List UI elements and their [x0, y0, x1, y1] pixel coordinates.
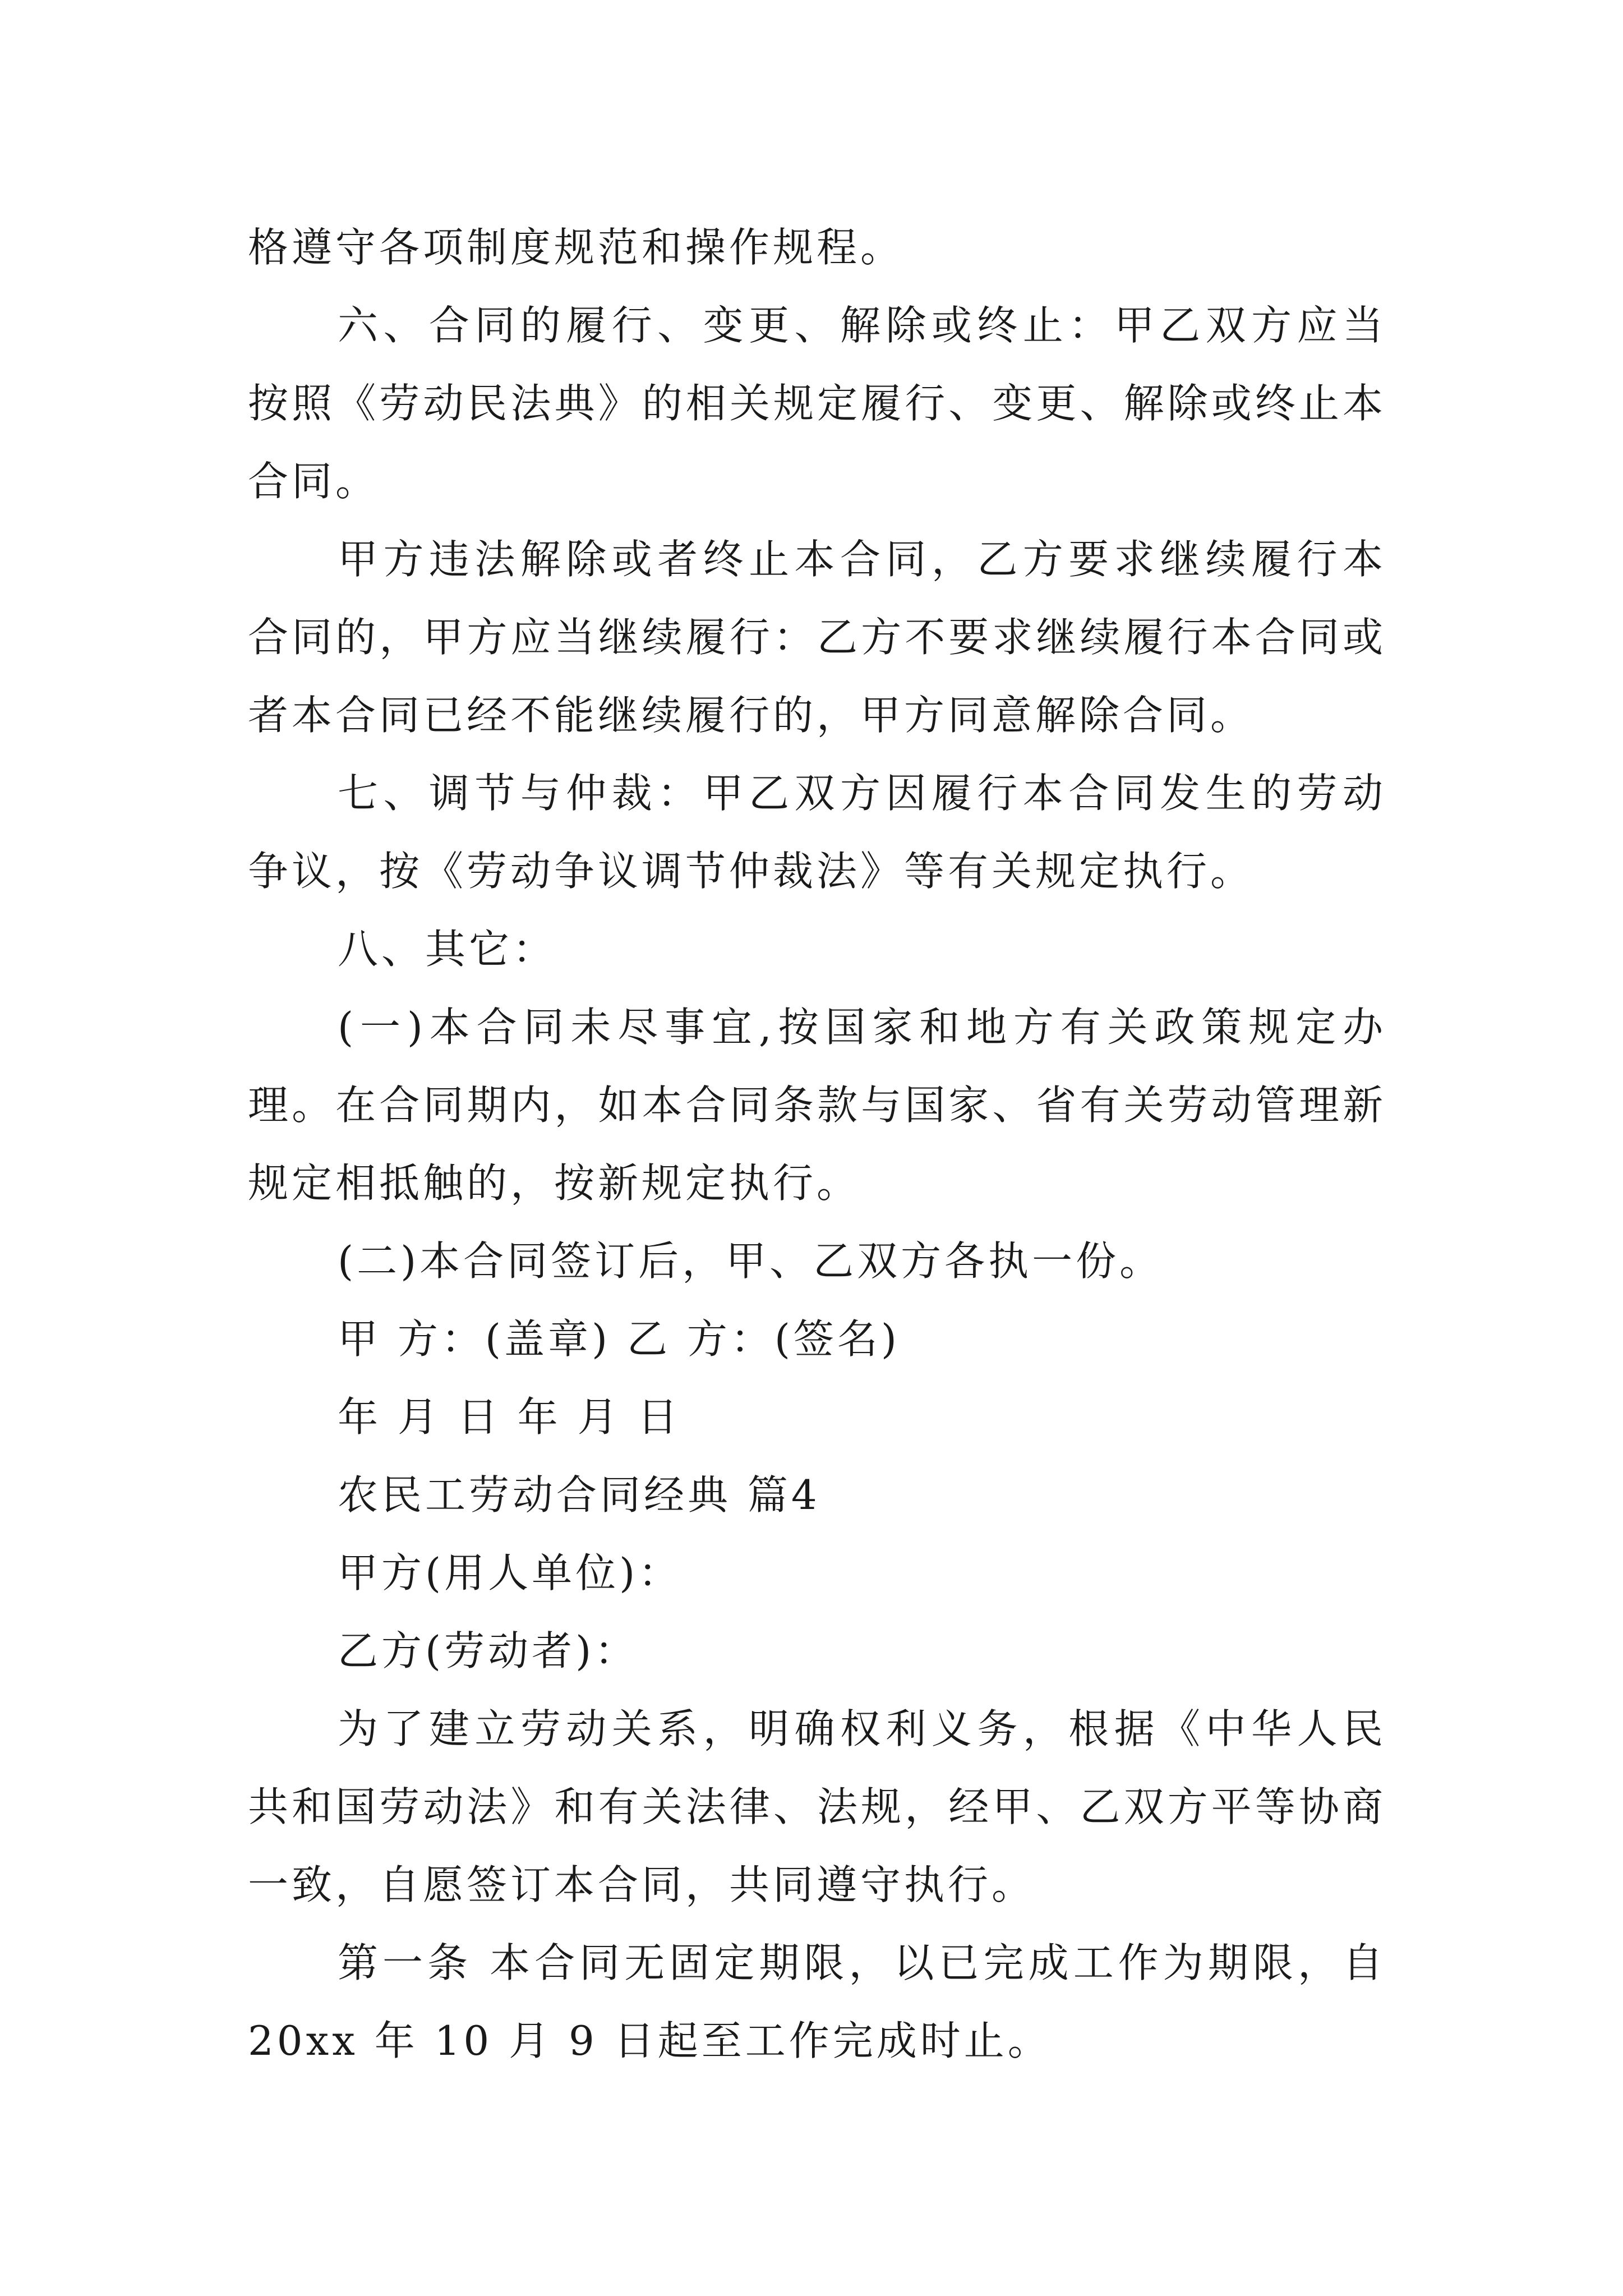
document-body [248, 209, 1386, 2080]
paragraph-7: (二)本合同签订后，甲、乙双方各执一份。 [338, 1237, 1164, 1285]
party-a-line: 甲方(用人单位)： [338, 1549, 683, 1596]
paragraph-4: 七、调节与仲裁：甲乙双方因履行本合同发生的劳动争议，按《劳动争议调节仲裁法》等有关规定执行。 [248, 770, 1386, 895]
section-heading: 农民工劳动合同经典 篇4 [338, 1471, 820, 1519]
paragraph-13: 为了建立劳动关系，明确权利义务，根据《中华人民共和国劳动法》和有关法律、法规，经甲、乙双方平等协商一致，自愿签订本合同，共同遵守执行。 [248, 1705, 1386, 1908]
paragraph-6: (一)本合同未尽事宜,按国家和地方有关政策规定办理。在合同期内，如本合同条款与国家、省有关劳动管理新规定相抵触的，按新规定执行。 [248, 1004, 1386, 1207]
paragraph-5: 八、其它： [338, 926, 557, 973]
party-b-line: 乙方(劳动者)： [338, 1627, 639, 1674]
date-line: 年 月 日 年 月 日 [338, 1393, 681, 1441]
signature-line: 甲 方：(盖章) 乙 方：(签名) [338, 1315, 901, 1363]
paragraph-14: 第一条 本合同无固定期限，以已完成工作为期限，自20xx 年 10 月 9 日起至工作完成时止。 [248, 1939, 1386, 2064]
paragraph-2: 六、合同的履行、变更、解除或终止：甲乙双方应当按照《劳动民法典》的相关规定履行、变更、解除或终止本合同。 [248, 302, 1386, 505]
paragraph-1: 格遵守各项制度规范和操作规程。 [248, 224, 905, 271]
paragraph-3: 甲方违法解除或者终止本合同，乙方要求继续履行本合同的，甲方应当继续履行：乙方不要求继续履行本合同或者本合同已经不能继续履行的，甲方同意解除合同。 [248, 536, 1386, 739]
